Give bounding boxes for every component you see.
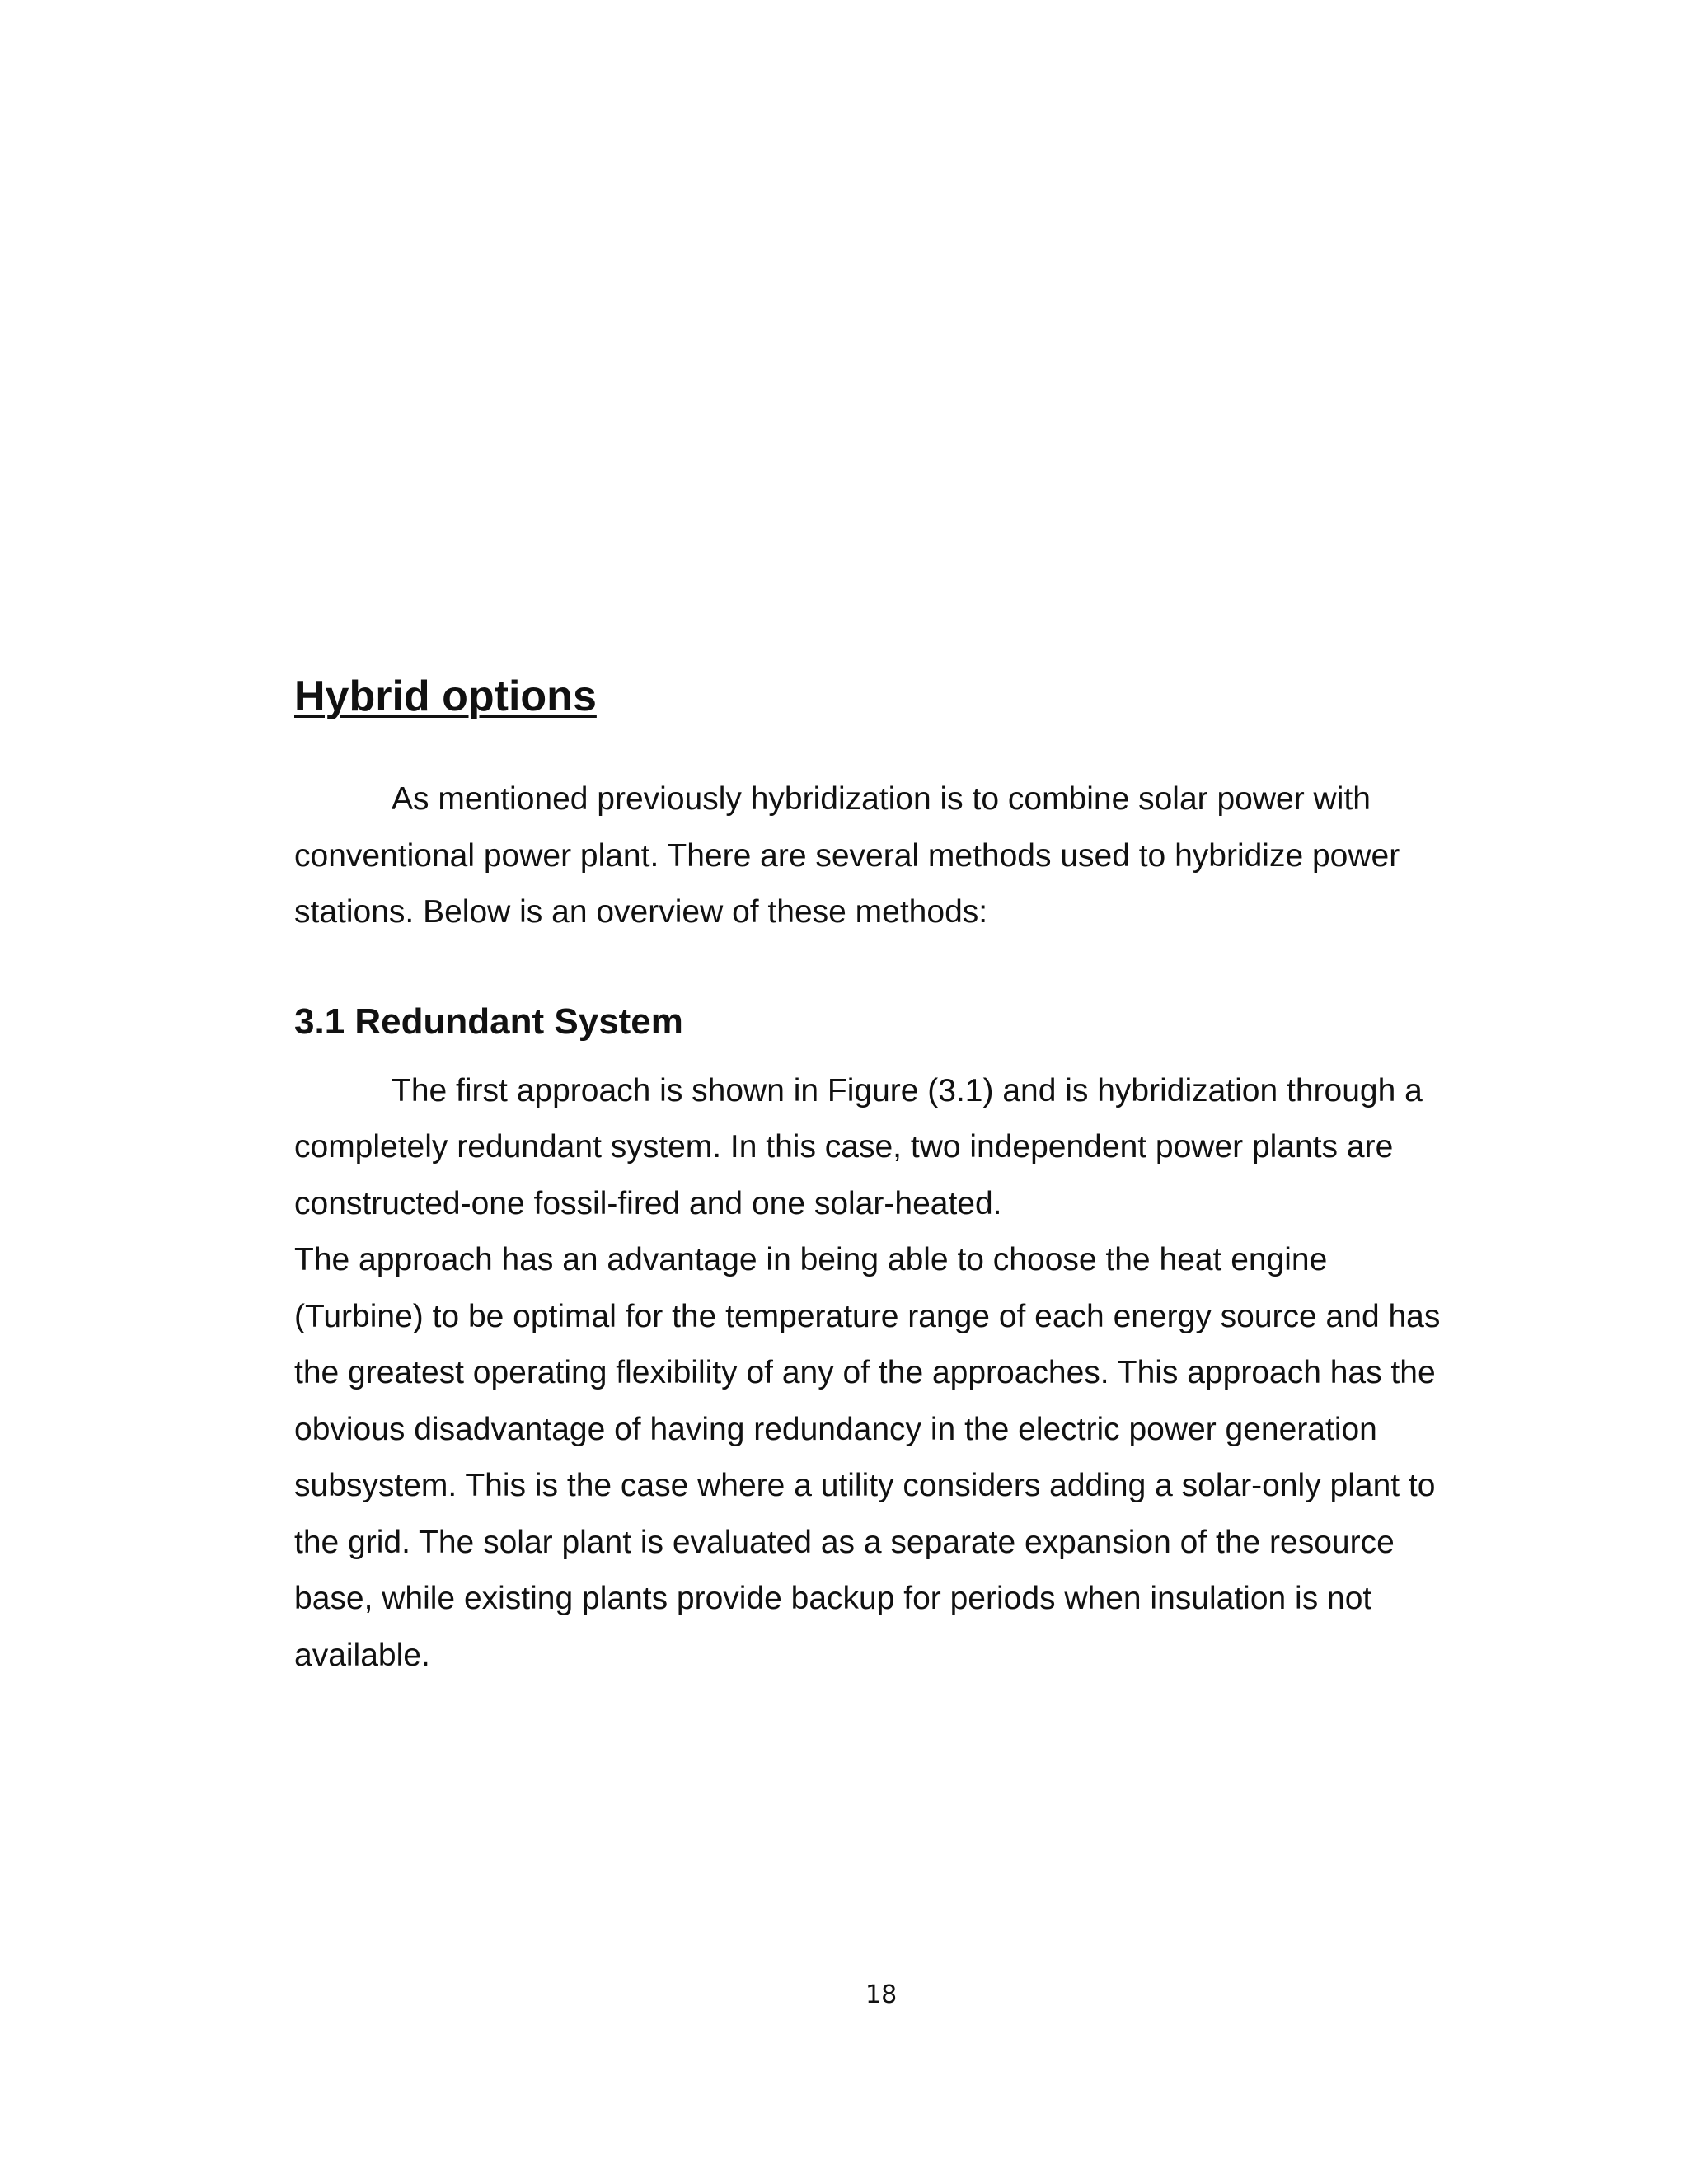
section-paragraph-line-10: base, while existing plants provide backup for periods when insulation is not bbox=[294, 1581, 1372, 1616]
section-paragraph-line-9: the grid. The solar plant is evaluated as a separate expansion of the resource bbox=[294, 1525, 1395, 1560]
section-paragraph-line-2: completely redundant system. In this case, two independent power plants are bbox=[294, 1129, 1394, 1165]
intro-paragraph-line-2: conventional power plant. There are several methods used to hybridize power bbox=[294, 838, 1400, 874]
subsection-title-redundant-system: 3.1 Redundant System bbox=[294, 1001, 683, 1042]
section-paragraph-line-1: The first approach is shown in Figure (3.1) and is hybridization through a bbox=[392, 1073, 1423, 1108]
section-paragraph-line-11: available. bbox=[294, 1638, 430, 1673]
intro-paragraph-line-1: As mentioned previously hybridization is to combine solar power with bbox=[392, 781, 1371, 817]
section-paragraph-line-6: the greatest operating flexibility of any of the approaches. This approach has the bbox=[294, 1355, 1436, 1390]
section-heading-hybrid-options: Hybrid options bbox=[294, 673, 597, 720]
section-paragraph-line-7: obvious disadvantage of having redundancy in the electric power generation bbox=[294, 1412, 1377, 1447]
section-paragraph-line-5: (Turbine) to be optimal for the temperature range of each energy source and has bbox=[294, 1299, 1441, 1334]
section-paragraph-line-4: The approach has an advantage in being able to choose the heat engine bbox=[294, 1242, 1328, 1277]
section-paragraph-line-3: constructed-one fossil-fired and one solar-heated. bbox=[294, 1186, 1002, 1221]
section-paragraph-line-8: subsystem. This is the case where a utility considers adding a solar-only plant to bbox=[294, 1468, 1436, 1503]
intro-paragraph-line-3: stations. Below is an overview of these methods: bbox=[294, 894, 988, 930]
page-number: 18 bbox=[865, 1980, 898, 2009]
